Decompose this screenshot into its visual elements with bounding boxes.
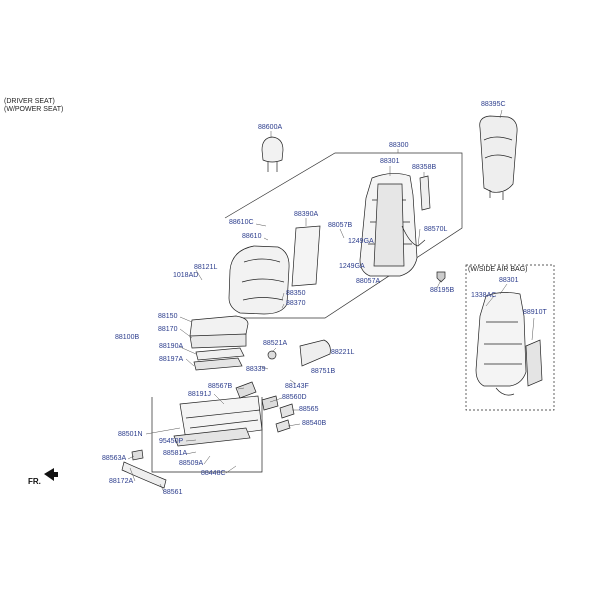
header-driver-seat: (DRIVER SEAT): [4, 98, 55, 105]
part-label-88150[interactable]: 88150: [158, 313, 178, 320]
part-88567B: [236, 382, 256, 398]
part-label-1338AC[interactable]: 1338AC: [471, 292, 497, 299]
part-label-88910T[interactable]: 88910T: [523, 309, 547, 316]
part-label-88121L[interactable]: 88121L: [194, 264, 218, 271]
part-label-88195B[interactable]: 88195B: [430, 287, 455, 294]
part-label-88600A[interactable]: 88600A: [258, 124, 283, 131]
part-label-88143F[interactable]: 88143F: [285, 383, 309, 390]
inset-frame-88301: [476, 292, 526, 386]
part-label-88751B[interactable]: 88751B: [311, 368, 336, 375]
part-label-88221L[interactable]: 88221L: [331, 349, 355, 356]
inset-wire: [496, 388, 514, 395]
part-label-88197A[interactable]: 88197A: [159, 356, 184, 363]
airbag-module-88910T: [526, 340, 542, 386]
part-label-88610[interactable]: 88610: [242, 233, 262, 240]
part-label-88350[interactable]: 88350: [286, 290, 306, 297]
part-label-95450P[interactable]: 95450P: [159, 438, 184, 445]
part-label-88191J[interactable]: 88191J: [188, 391, 211, 398]
part-label-88561[interactable]: 88561: [163, 489, 183, 496]
part-88540B: [276, 420, 290, 432]
bracket-88358B: [420, 176, 430, 210]
part-label-1249GA[interactable]: 1249GA: [348, 238, 374, 245]
back-frame-88301: [360, 173, 417, 276]
motor-88560D: [262, 396, 278, 410]
part-label-88521A[interactable]: 88521A: [263, 340, 288, 347]
inset-title: (W/SIDE AIR BAG): [468, 266, 528, 273]
panel-88390A: [292, 226, 320, 286]
seat-cushion-88150: [190, 316, 248, 348]
side-shield-88221L: [300, 340, 330, 366]
seat-track-88501N: [174, 396, 262, 446]
part-label-88100B[interactable]: 88100B: [115, 334, 140, 341]
part-label-88057B[interactable]: 88057B: [328, 222, 353, 229]
part-label-88501N[interactable]: 88501N: [118, 431, 143, 438]
part-label-88190A[interactable]: 88190A: [159, 343, 184, 350]
part-label-88358B[interactable]: 88358B: [412, 164, 437, 171]
header-power-seat: (W/POWER SEAT): [4, 106, 64, 113]
part-label-88563A[interactable]: 88563A: [102, 455, 127, 462]
front-arrow-icon: [44, 468, 58, 481]
back-cover-88395C: [480, 116, 517, 200]
part-label-88390A[interactable]: 88390A: [294, 211, 319, 218]
part-label-88567B[interactable]: 88567B: [208, 383, 233, 390]
part-label-88560D[interactable]: 88560D: [282, 394, 307, 401]
part-label-88301[interactable]: 88301: [380, 158, 400, 165]
part-label-88301-inset[interactable]: 88301: [499, 277, 519, 284]
part-label-1249GA-lower[interactable]: 1249GA: [339, 263, 365, 270]
bracket-88565: [280, 404, 294, 418]
part-label-88570L[interactable]: 88570L: [424, 226, 448, 233]
part-label-88370[interactable]: 88370: [286, 300, 306, 307]
part-label-88509A[interactable]: 88509A: [179, 460, 204, 467]
part-88563A: [132, 450, 143, 460]
part-label-88170[interactable]: 88170: [158, 326, 178, 333]
part-label-1018AD[interactable]: 1018AD: [173, 272, 199, 279]
part-label-88565[interactable]: 88565: [299, 406, 319, 413]
part-label-88172A[interactable]: 88172A: [109, 478, 134, 485]
knob-88521A: [268, 351, 276, 359]
part-label-88610C[interactable]: 88610C: [229, 219, 254, 226]
part-label-88300[interactable]: 88300: [389, 142, 409, 149]
part-label-88540B[interactable]: 88540B: [302, 420, 327, 427]
back-pad-88350: [229, 246, 289, 314]
headrest-88600A: [262, 137, 283, 172]
part-label-88339[interactable]: 88339: [246, 366, 266, 373]
part-label-88057A[interactable]: 88057A: [356, 278, 381, 285]
part-label-88581A[interactable]: 88581A: [163, 450, 188, 457]
part-label-88395C[interactable]: 88395C: [481, 101, 506, 108]
part-label-88448C[interactable]: 88448C: [201, 470, 226, 477]
front-direction-label: FR.: [28, 477, 41, 486]
